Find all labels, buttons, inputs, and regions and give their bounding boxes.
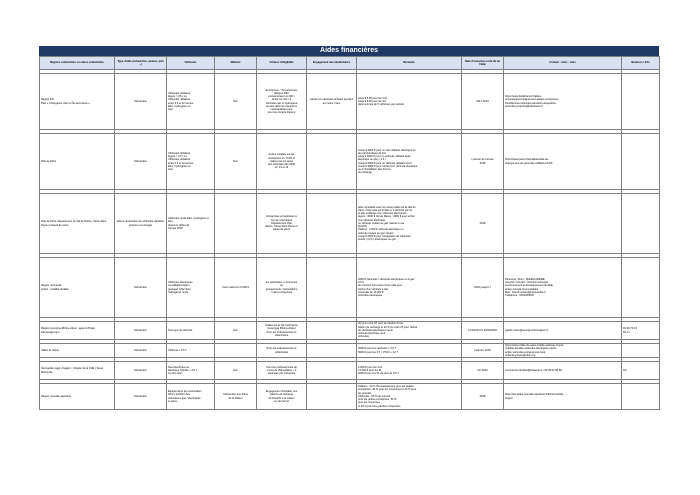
cell-text: Personne / Nom : Mobilité ADEME [505, 277, 545, 281]
cell-text: maximale de 15 000 € [358, 290, 384, 294]
table-cell [40, 134, 115, 190]
table-cell [215, 134, 257, 190]
cell-text: Hauts de seine [272, 228, 291, 232]
table-cell [215, 194, 257, 254]
cell-text: bioGNV [358, 225, 368, 229]
cell-text: Jusqu'à 6000 € pour l'acquisition de véhicules [358, 234, 411, 238]
table-cell [307, 194, 357, 254]
cell-text: Tout type de véhicule [168, 328, 193, 332]
cell-text: Subvention [134, 285, 147, 289]
cell-text: / micro-entreprises [270, 290, 293, 294]
cell-text: 10 % [358, 281, 364, 285]
cell-text: Véhicules utilitaires [168, 158, 191, 162]
table-cell [257, 74, 307, 130]
table-cell[interactable] [504, 194, 622, 254]
cell-text: Région Auvergne-Rhône-Alpes : appel à Projet Déménagement [41, 327, 96, 334]
cell-text: Stations : 40 % d'investissement pour les petites [358, 385, 414, 389]
cell-text: de recharge [358, 171, 372, 175]
cell-text: d'un véhicule électrique [358, 218, 386, 222]
table-cell [357, 258, 462, 318]
table-cell [167, 384, 215, 410]
table-cell [115, 258, 167, 318]
table-row [40, 258, 660, 318]
cell-text: Véhicules électriques [168, 281, 193, 285]
cell-text: Paris. Cette aide est limitée à 1 véhicule par an [358, 209, 413, 213]
header-cell: Contact - infos - sites [504, 57, 622, 70]
cell-text: Subvention [134, 99, 147, 103]
cell-text: Non [233, 328, 238, 332]
table-cell [40, 258, 115, 318]
cell-text: Véhicule ≤ 3,5 T [168, 348, 187, 352]
cell-text: action-vehicules-entrepreneur-heat [505, 350, 546, 354]
cell-text: 1/12/2016 fin 30/06/2018 [468, 328, 497, 332]
table-cell [167, 258, 215, 318]
table-cell [462, 194, 504, 254]
cell-text: 2018 [479, 161, 486, 165]
table-cell [257, 384, 307, 410]
cell-text: depuis le début de [168, 223, 190, 227]
cell-text: Téléphone : 0231065625 [505, 293, 534, 297]
cell-text: Véhicules utilitaires [168, 98, 191, 102]
cell-text: 04 26 73 40 [623, 327, 637, 331]
table-row [40, 344, 660, 358]
cell-text: 3000 € pour les PL de plus de 3,5 T [358, 372, 399, 376]
cell-text: Normandie (aggl. d'agglo.) : Région de la CDE / Seine Métropole [41, 367, 104, 374]
cell-text: cadres qui ont aussi [269, 159, 294, 163]
cell-text: action énergie renouvelables [505, 287, 539, 291]
table-cell [167, 344, 215, 358]
cell-text: véhicule roulant au gaz naturel [358, 231, 394, 235]
cell-text: entreprises, 30 % pour les moyennes et 20 % pour [358, 388, 417, 392]
table-cell [115, 344, 167, 358]
cell-text: https://www.iledefrance.fr/aides- [505, 95, 542, 99]
cell-text: légers < 3,5 t ou [168, 155, 187, 159]
table-row [40, 384, 660, 410]
table-cell[interactable] [504, 384, 622, 410]
table-cell [115, 322, 167, 340]
cell-text: pour les moyennes [358, 401, 380, 405]
cell-text: Neuf électrique ou [168, 365, 190, 369]
table-cell [462, 322, 504, 340]
cell-text: Subvention [134, 368, 147, 372]
cell-text: stations de recharge [269, 393, 294, 397]
cell-text: lourds (>3,5 t) électriques ou gaz [358, 237, 396, 241]
table-cell [307, 384, 357, 410]
header-cell: Matériel [215, 57, 257, 70]
header-cell: Engagement des bénéficiaires [307, 57, 357, 70]
cell-text: Engagement d'installer une [265, 390, 298, 394]
table-cell [257, 194, 307, 254]
header-row [40, 57, 660, 70]
table-cell [622, 258, 660, 318]
cell-text: l'année 2018 [168, 226, 183, 230]
cell-text: groupements / associations [265, 287, 298, 291]
cell-text: Pour les professionnels et [266, 330, 297, 334]
cell-text: Subvention [134, 394, 147, 398]
table-cell [307, 362, 357, 380]
cell-text: aide à l'acquisition de véhicules utilitaires propres et à énergie [116, 220, 165, 227]
cell-text: aux véhicules dès 2006 [267, 163, 296, 167]
cell-text: Entreprises enregistrées à [266, 215, 297, 219]
table-cell [462, 74, 504, 130]
cell-text: les grandes [358, 391, 372, 395]
cell-text: Elec, hydrogène ou [168, 104, 191, 108]
cell-text: et elle s'adresse aux véhicules électriques [358, 212, 407, 216]
table-row [40, 134, 660, 190]
cell-text: de la station [228, 396, 243, 400]
cell-text: marchandises pour [270, 107, 293, 111]
table-cell [40, 384, 115, 410]
cell-text: véhicules par entreprise [267, 372, 296, 376]
table-cell [307, 74, 357, 130]
cell-text: Véhicules neufs Elec, hydrogène et élec [168, 217, 210, 224]
cell-text: de véhicules électriques neufs [358, 328, 393, 332]
table-cell [462, 258, 504, 318]
cell-text: Garder les véhicules achetés pendant [309, 98, 354, 102]
cell-text: Véhicules utilitaires [168, 91, 191, 95]
cell-text: 65 ou [623, 330, 630, 334]
cell-text: légers : 3000 € Val de Marne ; 2000 € avec achat [358, 215, 415, 219]
cell-text: https://www.vallée-de-seine.fr/aide-vehicule-propre- [505, 344, 565, 348]
cell-text: 2018 [479, 221, 486, 225]
cell-text: NC [623, 368, 627, 372]
cell-text: véhicules [358, 335, 369, 339]
table-cell [167, 194, 215, 254]
table-cell[interactable] [504, 322, 622, 340]
cell-text: moins de 250 salariés, / 3 [266, 368, 297, 372]
cell-text: Ville de Paris [41, 159, 57, 163]
table-cell [622, 74, 660, 130]
cell-text: l'achat d'un véhicule à bas [358, 287, 389, 291]
cell-text: en site fermé [274, 399, 289, 403]
cell-text: Plafond : 2 000 € véhicule électrique ou [358, 228, 404, 232]
cell-text: véhicule électrique neuf [358, 332, 386, 336]
table-cell[interactable] [504, 134, 622, 190]
table-cell [357, 322, 462, 340]
table-cell [215, 344, 257, 358]
cell-text: exclusivement en IDF / [268, 95, 295, 99]
cell-text: 2017-2024 [476, 99, 489, 103]
cell-text: vehicules-propres@iledefrance.fr [505, 104, 544, 108]
cell-text: jusqu'en 2018 [474, 348, 491, 352]
aid-table [39, 56, 660, 410]
cell-text: 2000 € véhicules / véhicules électriques ou à gaz [358, 277, 415, 281]
table-row [40, 74, 660, 130]
table-cell [462, 384, 504, 410]
cell-text: Pour les professionnels et [266, 347, 297, 351]
cell-text: https://les-aides.nouvelle-aquitaine.fr/fiche/mobilite- [505, 393, 564, 397]
cell-text: Autres installés sur les [268, 153, 295, 157]
cell-text: entre 3,5 et 12 tonnes [168, 101, 194, 105]
table-cell [307, 322, 357, 340]
cell-text: 2018 [479, 394, 486, 398]
cell-text: franciliennes-vehicules-transition-acquisition- [505, 101, 557, 105]
cell-text: Marne, Seine Saint Denis et [265, 225, 298, 229]
table-cell[interactable] [504, 74, 622, 130]
cell-text: 5000 € pour les 3 T < PTAC ≤ 12 T [358, 350, 398, 354]
cell-text: Véhicules utilitaires [168, 151, 191, 155]
cell-text: Non [233, 99, 238, 103]
table-cell [257, 362, 307, 380]
header-cell: Régions collectivités ou autres collectivités [40, 57, 115, 70]
cell-text: 1 janvier de l'année [471, 158, 494, 162]
header-cell: Critères d'éligibilité [257, 57, 307, 70]
header-cell: Numéros / Info [622, 57, 660, 70]
cell-text: du montant hors taxes d'une aide pour [358, 284, 403, 288]
cell-text: de marchandises de fret [358, 151, 386, 155]
cell-text: mobilite-durable-vehicules-electriques-neufs- [505, 347, 557, 351]
table-row [40, 194, 660, 254]
cell-text: Région nouvelle-aquitaine [41, 394, 71, 398]
cell-text: (autogaz GNV, Elec, [168, 287, 192, 291]
header-cell: Véhicules [167, 57, 215, 70]
cell-text: Région normande [41, 284, 62, 288]
cell-text: ou plus Gaz [168, 372, 182, 376]
table-cell [357, 362, 462, 380]
cell-text: Vallée de Seine [41, 348, 59, 352]
cell-text: au plus dans les transports [266, 104, 297, 108]
table-cell [622, 362, 660, 380]
cell-text: de bioGNV à la station [268, 396, 295, 400]
table-cell [357, 344, 462, 358]
cell-text: services/accompagnement-petites-entreprises- [505, 98, 559, 102]
header-cell: Date d'ouverture et de fin de l'aide [462, 57, 504, 70]
cell-text: achat ou LLD / 3 [271, 98, 292, 102]
cell-text: ou [280, 284, 283, 288]
cell-text: Action : mobilité durable [41, 287, 69, 291]
cell-text: jusqu'à 6 k€ pour les VUL [358, 96, 388, 100]
cell-text: véhicules à gaz / électriques [168, 396, 201, 400]
table-cell [40, 362, 115, 380]
table-cell [622, 134, 660, 190]
table-cell [462, 362, 504, 380]
table-cell [462, 344, 504, 358]
table-cell [115, 134, 167, 190]
cell-text: hydrogène) neufs [168, 290, 189, 294]
cell-text: environnement et développement durable, [505, 284, 554, 288]
cell-text: Gaz [168, 167, 173, 171]
cell-text: https://www.paris.fr/actualites/aide-au- [505, 158, 549, 162]
table-cell [40, 322, 115, 340]
table-cell [215, 74, 257, 130]
cell-text: et 20 % pour les grandes entreprises [358, 404, 401, 408]
cell-text: aide cumulable avec les autres aides de la ville de [358, 205, 416, 209]
cell-text: jusqu'à 9000 € pour un véhicule utilitaire léger [358, 155, 411, 159]
table-cell [257, 134, 307, 190]
cell-text: Région ILE [41, 98, 54, 102]
cell-text: Pour les professionnels de [266, 365, 297, 369]
table-row [40, 322, 660, 340]
table-cell [115, 384, 167, 410]
header-cell: Montants [357, 57, 462, 70]
cell-text: Équipements de motorisation [168, 390, 202, 394]
cell-text: commerces.durable@lsdseine.fr / 02.35.52.68.59 [505, 368, 562, 372]
cell-text: électrique ou gaz ≤ 3,5 t [358, 158, 386, 162]
table-cell[interactable] [504, 344, 622, 358]
cell-text: au moins 3 ans [322, 101, 341, 105]
cell-text: ou à l'installation des bornes [358, 167, 391, 171]
table-cell [622, 384, 660, 410]
cell-text: gaelle.scotto@auvergnerhonealpes.fr [505, 328, 549, 332]
table-cell [622, 344, 660, 358]
table-cell [462, 134, 504, 190]
cell-text: entre 3,5 et 12 tonnes [168, 161, 194, 165]
table-cell [307, 134, 357, 190]
cell-text: véhicules gaz et hydrogène [265, 101, 298, 105]
cell-text: réalisé sur le site hydrogène [265, 324, 298, 328]
cell-text: pour les petites entreprises, 30 % [358, 398, 397, 402]
cell-text: (Auvergne Rhône-Alpes) [267, 327, 296, 331]
table-cell [115, 74, 167, 130]
cell-text: (Région IDF) [274, 91, 289, 95]
cell-text: Véhicules : 50 % de surcoût [358, 394, 391, 398]
cell-text: pour les compte d'autrui [267, 111, 296, 115]
cell-text: ou véhicule roulant au gaz naturel ou au [358, 221, 405, 225]
cell-text: Subvention aux biens [223, 393, 248, 397]
cell-text: Elec, hydrogène ou [168, 164, 191, 168]
cell-text: 4 000 € pour les VUL [358, 365, 383, 369]
cell-text: 12, 13 et 14 [274, 166, 289, 170]
cell-text: Subvention [134, 159, 147, 163]
cell-text: ou utilitaires légers [168, 284, 190, 288]
table-cell [622, 322, 660, 340]
cell-text: et vélos [168, 399, 177, 403]
cell-text: Plan « Changeons d'air en Île-de-France » [41, 101, 90, 105]
table-cell [167, 134, 215, 190]
table-cell [622, 194, 660, 254]
table-cell [115, 194, 167, 254]
table-cell [167, 362, 215, 380]
cell-text: collectivités [274, 333, 289, 337]
cell-text: véhicules électriques [358, 293, 383, 297]
cell-text: Coût maximum 6 000 € [222, 285, 249, 289]
table-body [40, 70, 660, 410]
table-cell [307, 258, 357, 318]
cell-text: changement-de-vehicules-utilitaires-5415 [505, 161, 553, 165]
cell-text: entreprises en 17/18 et [268, 156, 295, 160]
table-cell [357, 134, 462, 190]
cell-text: Non [233, 159, 238, 163]
table-cell[interactable] [504, 258, 622, 318]
table-cell [357, 384, 462, 410]
cell-text: Fin 2020 [477, 368, 488, 372]
cell-text: Mail : helene.arnaud@normandie.fr [505, 290, 546, 294]
table-cell [115, 362, 167, 380]
cell-text: Département Ville [271, 221, 292, 225]
cell-text: Jusqu'à 6000 € pour un véhicule utilitaire lourd [358, 161, 412, 165]
table-cell [215, 258, 257, 318]
table-cell [357, 74, 462, 130]
cell-text: station de recharge et 30 % du coût HT pour l'achat [358, 325, 418, 329]
cell-text: Entreprises < 50 personnes [265, 88, 298, 92]
cell-text: les particuliers / communes [265, 281, 298, 285]
spreadsheet [39, 46, 659, 410]
table-cell [257, 258, 307, 318]
table-cell [40, 74, 115, 130]
cell-text: 14 000 € pour les PL [358, 368, 382, 372]
table-cell [357, 194, 462, 254]
cell-text: collectivités [274, 350, 289, 354]
cell-text: l'un de 4 territoires [270, 218, 293, 222]
cell-text: 3000 € pour les véhicules ≤ 3,5 T [358, 347, 397, 351]
cell-text: Subvention [134, 348, 147, 352]
sheet-title: Aides financières [39, 46, 659, 56]
cell-text: dans la limite de 5 véhicules par société [358, 103, 404, 107]
table-cell [307, 344, 357, 358]
cell-text: Gaz [168, 107, 173, 111]
cell-text: Ville de Paris, département du Val de Marne, Seine Saint Denis et Hauts de seine [41, 220, 108, 227]
table-cell [167, 74, 215, 130]
cell-text: vehicule-propre@vdsc.org [505, 353, 536, 357]
cell-text: Subvention [134, 328, 147, 332]
table-cell [257, 344, 307, 358]
table-cell[interactable] [504, 362, 622, 380]
table-row [40, 362, 660, 380]
table-cell [215, 384, 257, 410]
table-cell [40, 194, 115, 254]
cell-text: Jusqu'à 3000 € pour un vélo utilitaire électrique ou [358, 148, 416, 152]
table-cell [215, 322, 257, 340]
table-cell [167, 322, 215, 340]
cell-text: Jusqu'à 9000 € pour l'achat d'un véhicule électrique [358, 164, 418, 168]
cell-text: 2018 jusqu'à ? [474, 285, 491, 289]
cell-text: Non [233, 368, 238, 372]
table-cell [215, 362, 257, 380]
cell-text: électrique hybride ≤ 3,5 T [168, 368, 198, 372]
cell-text: légers < 3,5 t ou [168, 95, 187, 99]
cell-text: GNV / bioGNV des [168, 393, 190, 397]
header-cell: Type d'aide (subvention, avance, prêt ...) [115, 57, 167, 70]
cell-text: biognv [505, 396, 513, 400]
table-cell [40, 344, 115, 358]
cell-text: jusqu'à 9 k€ pour les VU [358, 99, 387, 103]
table-cell [257, 322, 307, 340]
cell-text: 30 % du coût HT pour la création d'une [358, 322, 403, 326]
cell-text: Courriel / Contact : Direction énergies, [505, 281, 549, 285]
